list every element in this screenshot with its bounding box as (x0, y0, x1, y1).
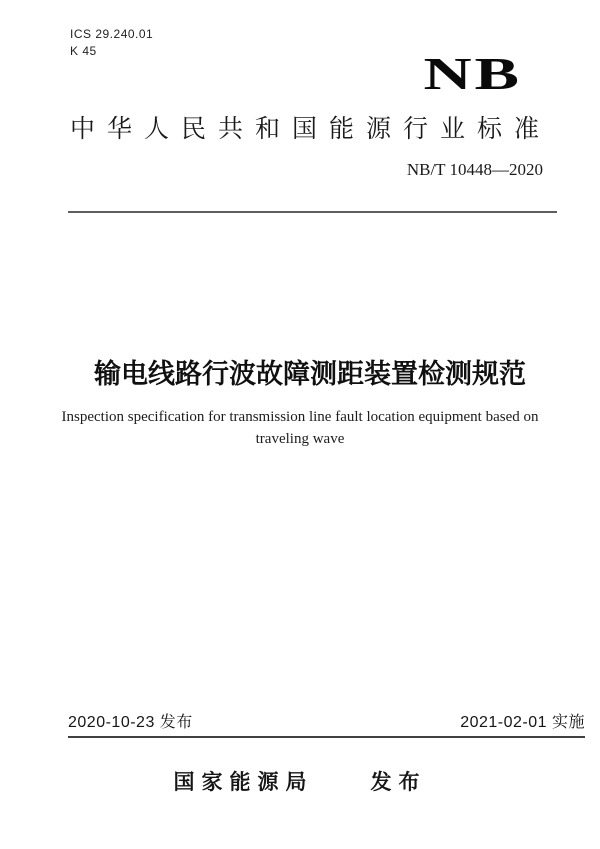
document-title-en-line2: traveling wave (255, 431, 345, 447)
ics-code: ICS 29.240.01 (70, 27, 154, 41)
classification-code: K 45 (70, 44, 97, 58)
document-title-en-line1: Inspection specification for transmission line fault location equipment based on (61, 409, 539, 425)
implementation-date: 2021-02-01 实施 (460, 714, 585, 731)
publisher-name: 国家能源局 (173, 771, 314, 794)
header-divider (68, 211, 557, 213)
nb-logo: NB (423, 48, 522, 99)
publisher-row (0, 766, 600, 796)
ics-block (70, 26, 153, 60)
document-title-cn: 输电线路行波故障测距装置检测规范 (94, 359, 526, 389)
standard-number: NB/T 10448—2020 (406, 160, 543, 179)
publish-label: 发布 (370, 771, 427, 794)
document-title-en (0, 406, 600, 450)
issue-date: 2020-10-23 发布 (68, 714, 193, 731)
dates-row (68, 709, 585, 738)
standard-category-title: 中华人民共和国能源行业标准 (70, 115, 552, 143)
